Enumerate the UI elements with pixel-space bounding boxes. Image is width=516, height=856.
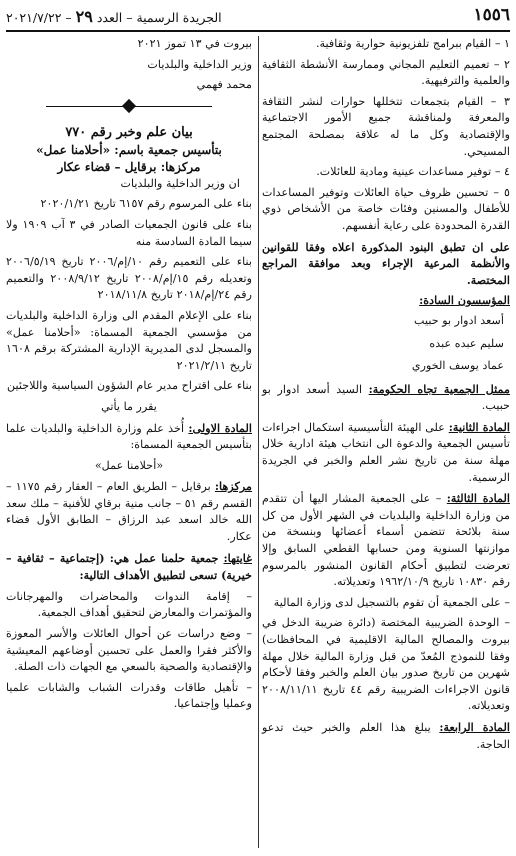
gazette-title bbox=[6, 7, 222, 26]
title-prefix: الجريدة الرسمية – العدد bbox=[96, 10, 222, 25]
article-1 bbox=[6, 420, 252, 454]
government-representative bbox=[262, 381, 510, 415]
article-3-text: – على الجمعية المشار اليها أن تتقدم من وزارة الداخلية والبلديات في الشهر الأول من كل سنة بلائحة تتضمن أسماء أعضائها وبنسخة من موازنتها السنوية ومن حسابها القطعي السابق وإلا تعرضت لتطبيق أحكام القانون المنشور بالمرسوم رقم ١٠٨٣٠ تاريخ ١٩٦٢/١٠/٩ وتعديلاته. bbox=[262, 492, 510, 589]
purpose bbox=[6, 550, 252, 585]
representative-name: السيد أسعد ادوار بو حبيب. bbox=[262, 382, 510, 413]
article-2-label: المادة الثانية: bbox=[448, 419, 510, 434]
purpose-text: جمعية حلمنا عمل هي: (إجتماعية – ثقافية – خيرية) تسعى لتطبيق الأهداف التالية: bbox=[6, 550, 252, 583]
article-3-note-1: – على الجمعية أن تقوم بالتسجيل لدى وزارة المالية bbox=[273, 595, 510, 609]
article-4-label: المادة الرابعة: bbox=[439, 719, 510, 734]
page-header bbox=[6, 5, 510, 31]
preamble-item: بناء على المرسوم رقم ٦١٥٧ تاريخ ٢٠٢٠/١/٢١ bbox=[40, 197, 252, 211]
founders-heading: المؤسسون السادة: bbox=[419, 293, 510, 308]
purpose-item: – تأهيل طاقات وقدرات الشباب والشابات علميا وعمليا وإجتماعيا. bbox=[6, 680, 252, 711]
founders-list bbox=[262, 313, 510, 375]
intro-line: ان وزير الداخلية والبلديات bbox=[120, 176, 240, 190]
issue-date: – ٢٠٢١/٧/٢٢ bbox=[6, 10, 72, 25]
association-name: «أحلامنا عمل» bbox=[94, 458, 164, 472]
signature-place-date: بيروت في ١٣ تموز ٢٠٢١ bbox=[137, 37, 252, 50]
decides-line: يقرر ما يأتي bbox=[101, 399, 157, 413]
article-4 bbox=[262, 719, 510, 753]
article-2-text: على الهيئة التأسيسية استكمال اجراءات تأسيس الجمعية والدعوة الى انتخاب هيئة ادارية خلال مهلة سنة من تاريخ نشر العلم والخبر في الجريدة الرسمية. bbox=[262, 420, 510, 484]
headquarters bbox=[6, 478, 252, 545]
right-column bbox=[262, 36, 510, 757]
article-1-text: أُخذ علم وزارة الداخلية والبلديات علما بتأسيس الجمعية المسماة: bbox=[6, 421, 252, 452]
preamble-item: بناء على اقتراح مدير عام الشؤون السياسية واللاجئين bbox=[7, 379, 252, 393]
purpose-item: – وضع دراسات عن أحوال العائلات والأسر المعوزة والأكثر فقرا والعمل على تحسين أوضاعهم المعيشية والإقتصادية والصحية بالسعي مع الجهات ذات الصلة. bbox=[6, 627, 252, 674]
objective-2: ٢ – تعميم التعليم المجاني وممارسة الأنشطة الثقافية والعلمية والترفيهية. bbox=[262, 57, 510, 88]
page-number: ١٥٥٦ bbox=[473, 5, 510, 25]
article-3-note-2: – الوحدة الضريبية المختصة (دائرة ضريبة الدخل في بيروت والمصالح المالية الاقليمية في المحافظات) وفقا للنموذج المُعدّ من قبل وزارة المالية خلال مهلة شهرين من تاريخ صدور بيان العلم والخبر وفقا لأحكام قانون الاجراءات الضريبية رقم ٤٤ تاريخ ٢٠٠٨/١١/١١ وتعديلاته. bbox=[262, 616, 510, 713]
objective-4: ٤ – توفير مساعدات عينية ومادية للعائلات. bbox=[316, 165, 510, 179]
article-2 bbox=[262, 419, 510, 486]
compliance-clause: على ان تطبق البنود المذكورة اعلاه وفقا للقوانين والأنظمة المرعية الإجراء وبعد موافقة المراجع المختصة. bbox=[262, 239, 510, 287]
header-rule bbox=[6, 30, 510, 32]
preamble-item: بناء على قانون الجمعيات الصادر في ٣ آب ١٩٠٩ ولا سيما المادة السادسة منه bbox=[6, 217, 252, 248]
article-1-label: المادة الاولى: bbox=[188, 420, 253, 435]
preamble-item: بناء على التعميم رقم ١٠/إم/٢٠٠٦ تاريخ ٢٠٠٦/٥/١٩ وتعديله رقم ١٥/إم/٢٠٠٨ تاريخ ٢٠٠٨/٩/١٢ والتعميم رقم ٢٤/إم/٢٠١٨ تاريخ ٢٠١٨/١١/٨ bbox=[6, 255, 252, 302]
headquarters-text: برقايل – الطريق العام – العقار رقم ١١٧٥ – القسم رقم ٥١ – جانب منية برقاي للأفنية – ملك سعد الله خالد اسعد عبد الرزاق – الطابق الأول قضاء عكار. bbox=[6, 480, 252, 544]
section-separator bbox=[6, 100, 252, 114]
left-column bbox=[6, 36, 252, 717]
signature-name: محمد فهمي bbox=[196, 78, 252, 92]
objective-1: ١ – القيام ببرامج تلفزيونية حوارية وثقافية. bbox=[315, 37, 510, 50]
representative-label: ممثل الجمعية تجاه الحكومة: bbox=[368, 381, 511, 396]
issue-number: ٢٩ bbox=[75, 7, 93, 26]
objective-3: ٣ – القيام بتجمعات تتخللها حوارات لنشر الثقافة والمعرفة ولمناقشة جميع الأمور الاجتماعية والإقتصادية وكل ما له علاقة بمصلحة المجتمع المسيحي. bbox=[262, 94, 510, 158]
headquarters-label: مركزها: bbox=[214, 479, 253, 494]
article-4-text: يبلغ هذا العلم والخبر حيث تدعو الحاجة. bbox=[262, 720, 510, 751]
signature-title: وزير الداخلية والبلديات bbox=[147, 57, 252, 71]
announcement-title: بيان علم وخبر رقم ٧٧٠ bbox=[65, 124, 193, 140]
founder-name: أسعد ادوار بو حبيب bbox=[414, 313, 504, 327]
purpose-item: – إقامة الندوات والمحاضرات والمهرجانات والمؤتمرات والمعارض لتحقيق أهداف الجمعية. bbox=[6, 589, 252, 620]
announcement-subtitle: بتأسيس جمعية باسم: «أحلامنا عمل» bbox=[36, 142, 222, 157]
objective-5: ٥ – تحسين ظروف حياة العائلات وتوفير المساعدات للأطفال والمسنين وفئات خاصة من الأشخاص ذوي القدرة المحدودة على رعاية أنفسهم. bbox=[262, 185, 510, 232]
preamble-item: بناء على الإعلام المقدم الى وزارة الداخلية والبلديات من مؤسسي الجمعية المسماة: «أحلامنا عمل» والمسجل لدى المديرية الإدارية المشتركة برقم ١٦٠٨ تاريخ ٢٠٢١/٢/١١ bbox=[6, 308, 252, 372]
article-3-label: المادة الثالثة: bbox=[446, 491, 510, 506]
founder-name: سليم عبده عبده bbox=[429, 336, 504, 350]
column-divider bbox=[258, 36, 259, 848]
purpose-label: غايتها: bbox=[223, 550, 252, 565]
founder-name: عماد يوسف الخوري bbox=[411, 359, 504, 373]
article-3 bbox=[262, 490, 510, 591]
diamond-icon bbox=[122, 99, 136, 113]
announcement-location: مركزها: برقايل – قضاء عكار bbox=[57, 159, 201, 174]
